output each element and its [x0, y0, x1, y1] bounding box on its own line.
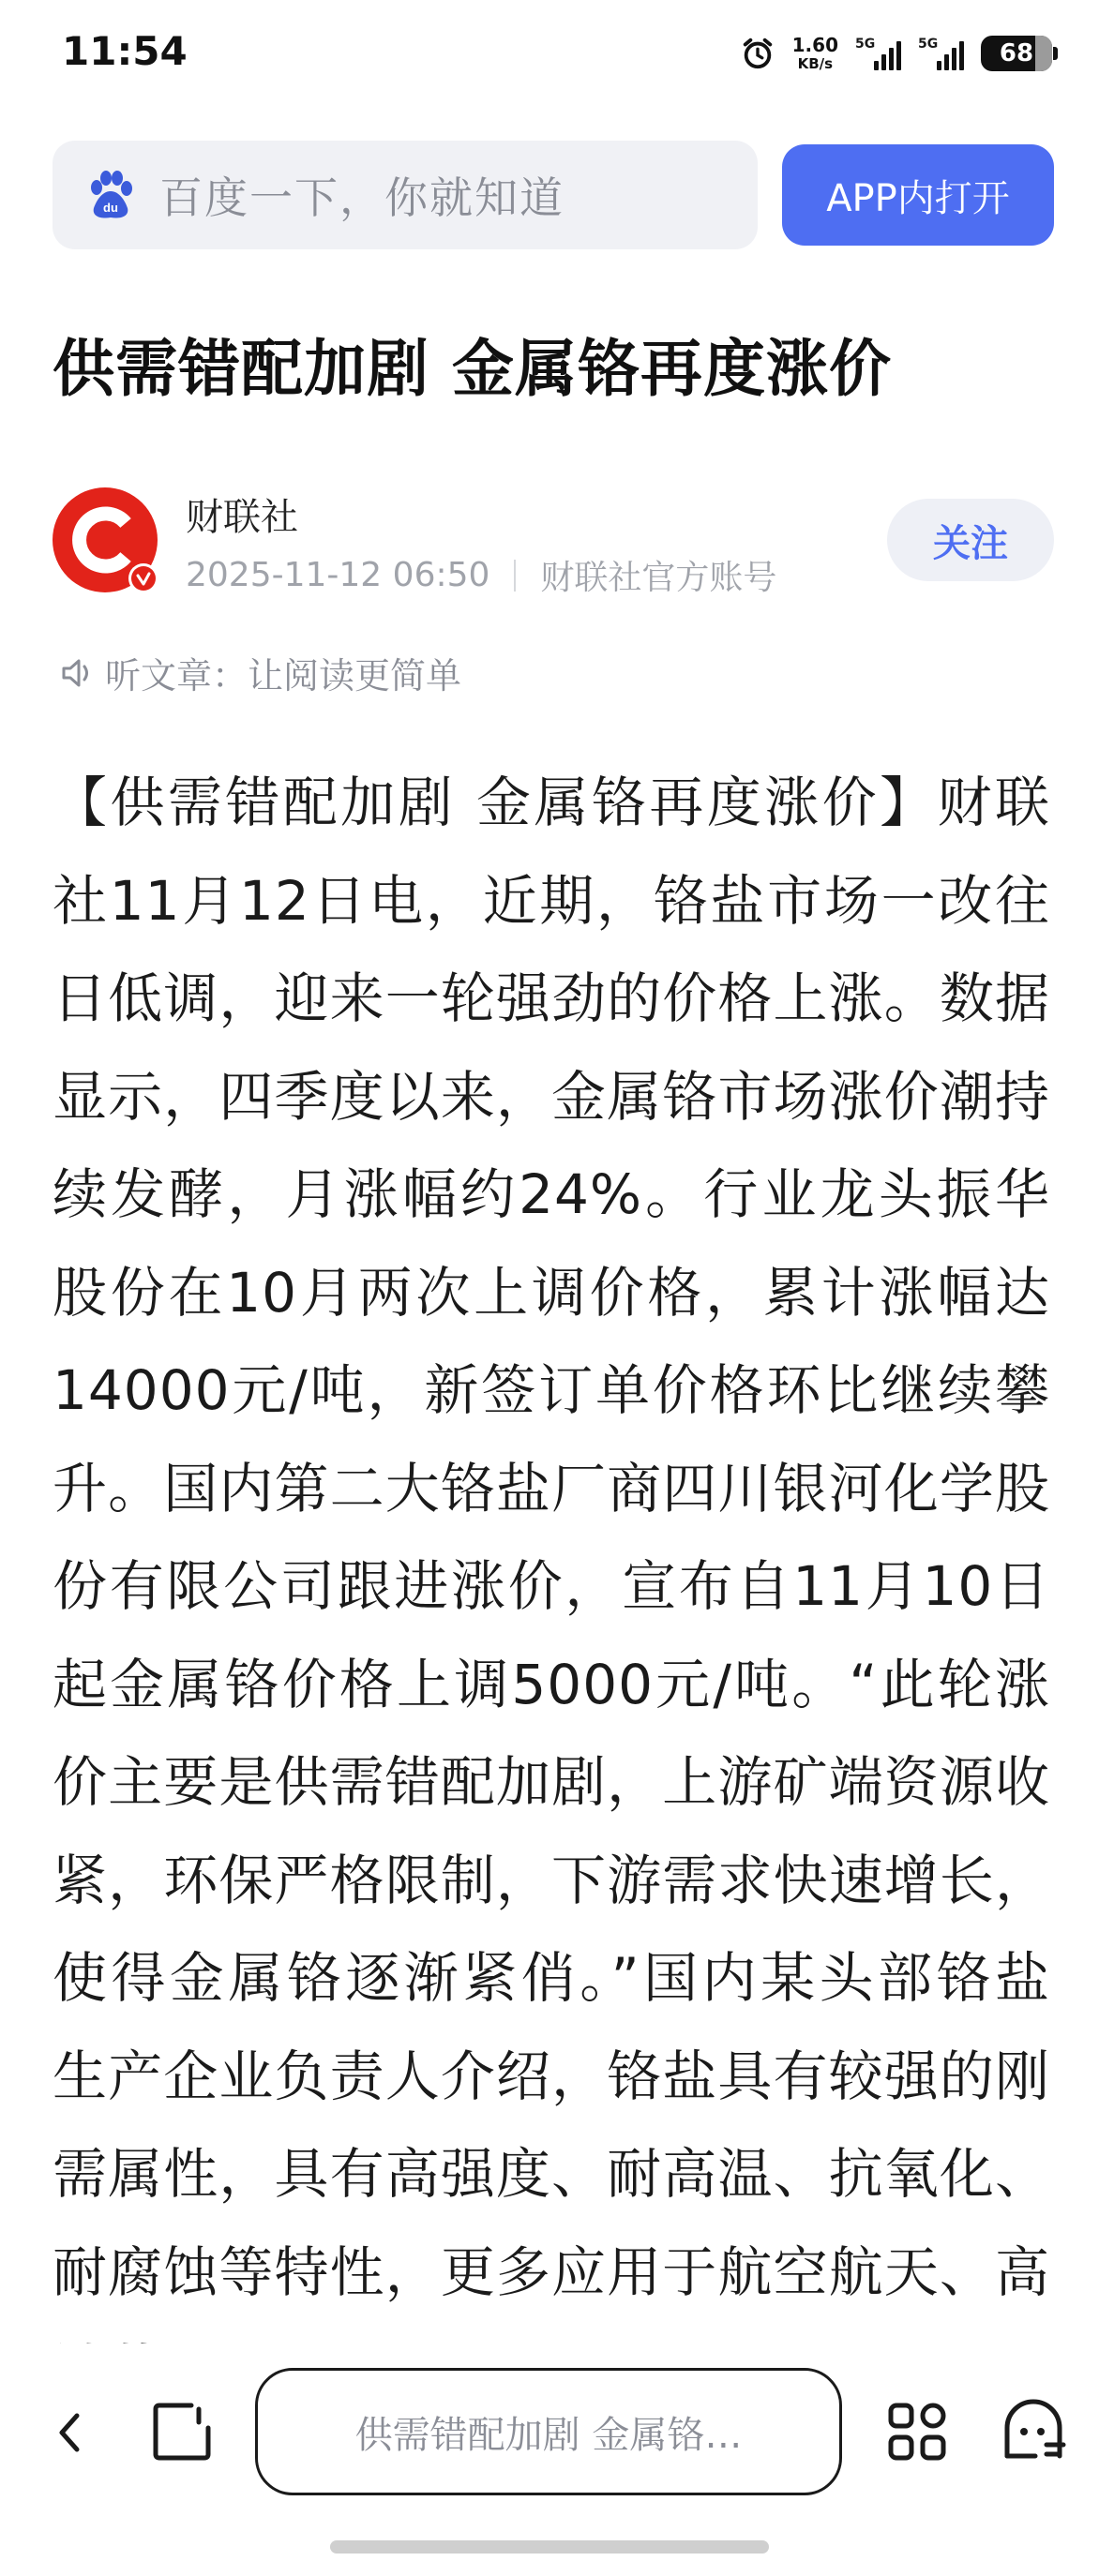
net-speed-unit: KB/s [797, 55, 834, 72]
account-type: 财联社官方账号 [540, 559, 777, 597]
signal-icon [918, 37, 964, 70]
baidu-paw-icon [84, 169, 137, 221]
article-meta [186, 551, 776, 599]
open-in-app-button[interactable]: APP内打开 [782, 144, 1054, 246]
battery-level: 68 [999, 39, 1034, 67]
article-body [53, 754, 1050, 2325]
tab-icon[interactable] [150, 2400, 214, 2464]
status-time: 11:54 [62, 28, 188, 74]
search-input[interactable] [53, 141, 758, 249]
comment-input[interactable]: 供需错配加剧 金属铬… [255, 2368, 842, 2495]
net-speed [792, 36, 838, 71]
svg-text:du: du [103, 201, 118, 215]
signal-label: 5G [918, 37, 939, 52]
net-speed-value: 1.60 [791, 34, 838, 56]
article-title: 供需错配加剧 金属铬再度涨价 [53, 333, 892, 405]
listen-article-button[interactable] [58, 647, 461, 698]
publish-datetime: 2025-11-12 06:50 [186, 556, 490, 594]
follow-button[interactable]: 关注 [887, 499, 1054, 581]
assistant-icon[interactable] [998, 2396, 1069, 2465]
avatar[interactable] [53, 487, 161, 596]
article-paragraph: 【供需错配加剧 金属铬再度涨价】财联社11月12日电，近期，铬盐市场一改往日低调，迎来一轮强劲的价格上涨。数据显示，四季度以来，金属铬市场涨价潮持续发酵，月涨幅约24%。行业龙头振华股份在10月两次上调价格，累计涨幅达14000元/吨，新签订单价格环比继续攀升。国内第二大铬盐厂商四川银河化学股份有限公司跟进涨价，宣布自11月10日起金属铬价格上调5000元/吨。“此轮涨价主要是供需错配加剧，上游矿端资源收紧，环保严格限制，下游需求快速增长，使得金属铬逐渐紧俏。”国内某头部铬盐生产企业负责人介绍，铬盐具有较强的刚需属性，具有高强度、耐高温、抗氧化、耐腐蚀等特性，更多应用于航空航天、高 [53, 771, 1050, 2304]
signal-icon [855, 37, 901, 70]
battery-icon [981, 36, 1052, 71]
listen-label: 听文章：让阅读更简单 [105, 655, 462, 696]
avatar-verified-icon [131, 566, 156, 591]
meta-divider [514, 560, 516, 592]
status-bar [0, 0, 1099, 112]
search-placeholder: 百度一下，你就知道 [159, 172, 565, 223]
apps-icon[interactable] [885, 2400, 949, 2464]
home-indicator[interactable] [330, 2540, 769, 2554]
speaker-icon [58, 654, 96, 692]
alarm-icon [740, 36, 775, 71]
back-icon[interactable] [47, 2404, 94, 2461]
author-name[interactable]: 财联社 [186, 496, 298, 539]
signal-label: 5G [855, 37, 876, 52]
status-indicators [740, 30, 1052, 77]
